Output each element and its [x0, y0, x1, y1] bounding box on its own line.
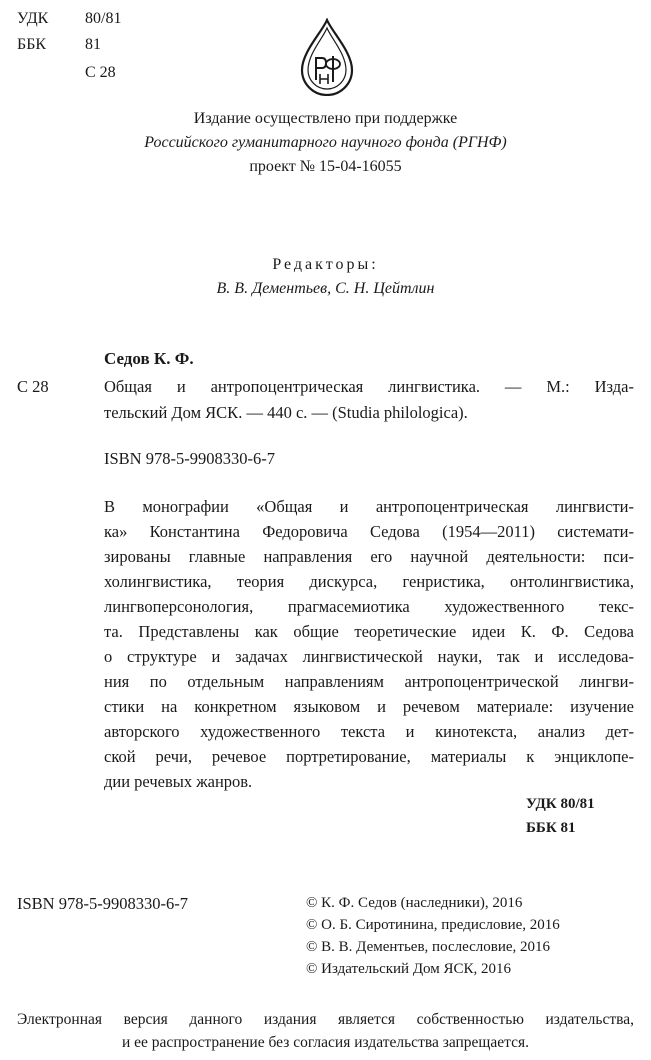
abstract-line: о структуре и задачах лингвистической науки, так и исследова- [104, 647, 634, 666]
copyright-line: © Издательский Дом ЯСК, 2016 [306, 961, 512, 977]
editors-names: В. В. Дементьев, С. Н. Цейтлин [216, 280, 435, 297]
abstract-line: стики на конкретном языковом и речевом материале: изучение [104, 697, 634, 716]
record-title-line-1: Общая и антропоцентрическая лингвистика. — М.: Изда- [104, 377, 634, 396]
abstract-line: ской речи, речевое портретирование, материалы к энциклопе- [104, 747, 634, 766]
abstract-line: авторского художественного текста и кинотекста, анализ дет- [104, 722, 634, 741]
author-mark: С 28 [85, 64, 116, 81]
copyright-line: © В. В. Дементьев, послесловие, 2016 [306, 939, 551, 955]
record-mark: С 28 [17, 377, 49, 396]
copyright-line: © К. Ф. Седов (наследники), 2016 [306, 895, 523, 911]
bbk-value: 81 [85, 36, 101, 53]
support-line-3: проект № 15-04-16055 [249, 158, 402, 175]
abstract-line: лингвоперсонология, прагмасемиотика художественного текс- [104, 597, 634, 616]
abstract-line: дии речевых жанров. [104, 772, 253, 791]
record-author: Седов К. Ф. [104, 349, 194, 368]
abstract-line: та. Представлены как общие теоретические идеи К. Ф. Седова [104, 622, 634, 641]
support-line-1: Издание осуществлено при поддержке [193, 110, 458, 127]
abstract-line: зированы главные направления его научной деятельности: пси- [104, 547, 634, 566]
udk-label: УДК [17, 10, 49, 27]
abstract-udk: УДК 80/81 [526, 796, 595, 812]
copyright-line: © О. Б. Сиротинина, предисловие, 2016 [306, 917, 560, 933]
abstract-line: холингвистика, теория дискурса, генристика, онтолингвистика, [104, 572, 634, 591]
support-line-2: Российского гуманитарного научного фонда (РГНФ) [144, 134, 507, 151]
udk-value: 80/81 [85, 10, 122, 27]
footer-isbn: ISBN 978-5-9908330-6-7 [17, 894, 188, 913]
rgnf-logo-icon [298, 18, 356, 96]
record-title-line-2: тельский Дом ЯСК. — 440 с. — (Studia philologica). [104, 403, 468, 422]
rights-notice-line-1: Электронная версия данного издания является собственностью издательства, [17, 1011, 634, 1028]
record-isbn: ISBN 978-5-9908330-6-7 [104, 449, 275, 468]
bbk-label: ББК [17, 36, 47, 53]
rights-notice-line-2: и ее распространение без согласия издательства запрещается. [122, 1034, 529, 1051]
editors-heading: Редакторы: [272, 256, 379, 273]
abstract-bbk: ББК 81 [526, 820, 576, 836]
abstract-line: В монографии «Общая и антропоцентрическая лингвисти- [104, 497, 634, 516]
abstract-line: ния по отдельным направлениям антропоцентрической лингви- [104, 672, 634, 691]
abstract-line: ка» Константина Федоровича Седова (1954—2011) системати- [104, 522, 634, 541]
